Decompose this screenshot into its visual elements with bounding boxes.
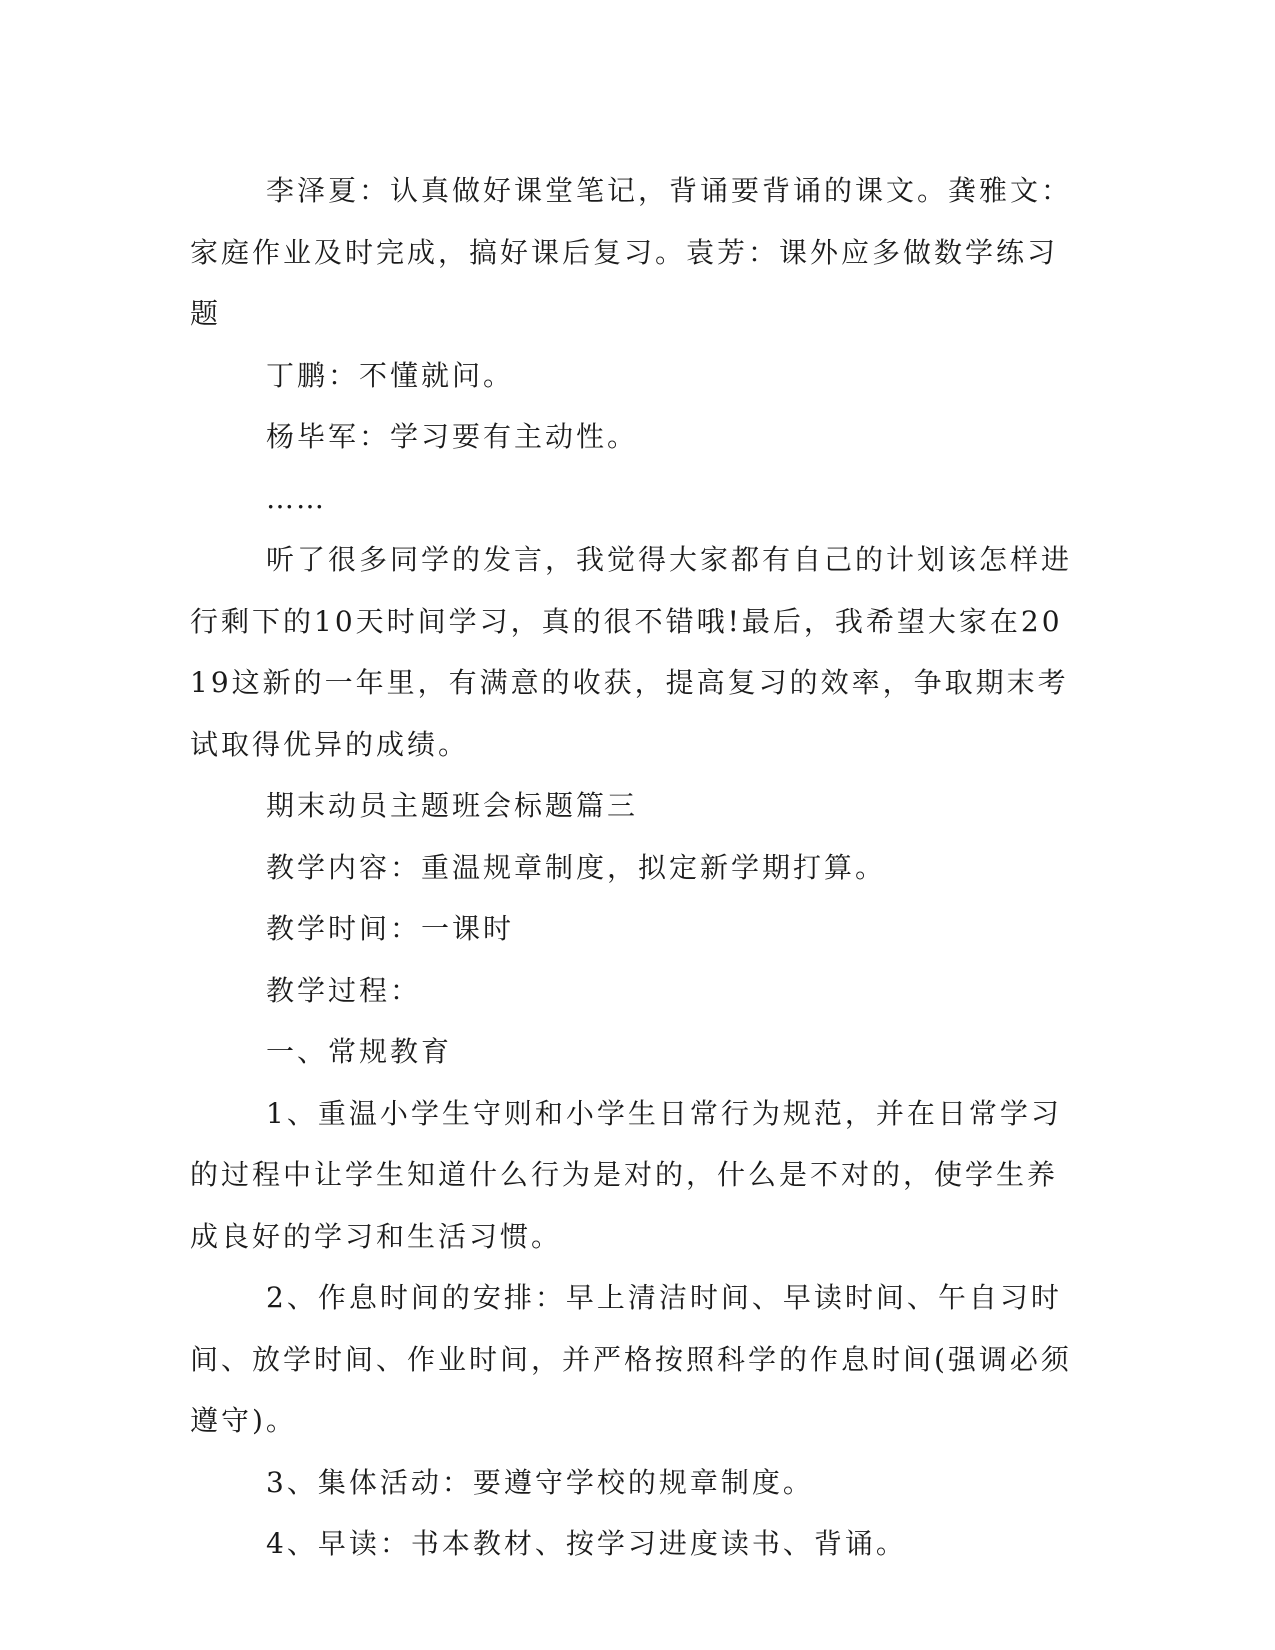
paragraph-teaching-time: 教学时间：一课时 (266, 912, 515, 945)
document-body (190, 160, 1080, 1575)
paragraph-teaching-content: 教学内容：重温规章制度，拟定新学期打算。 (266, 850, 887, 884)
paragraph-student-suggestions: 李泽夏：认真做好课堂笔记，背诵要背诵的课文。龚雅文：家庭作业及时完成，搞好课后复习。袁芳：课外应多做数学练习题 (190, 174, 1073, 330)
heading-routine-education: 一、常规教育 (266, 1035, 453, 1068)
list-item-4: 4、早读：书本教材、按学习进度读书、背诵。 (266, 1527, 907, 1560)
paragraph-yang-bijun: 杨毕军：学习要有主动性。 (266, 420, 639, 453)
paragraph-ellipsis: …… (266, 481, 326, 515)
paragraph-ding-peng: 丁鹏：不懂就问。 (266, 358, 515, 392)
list-item-2: 2、作息时间的安排：早上清洁时间、早读时间、午自习时间、放学时间、作业时间，并严格按照科学的作息时间(强调必须遵守)。 (190, 1281, 1072, 1437)
section-title: 期末动员主题班会标题篇三 (266, 789, 639, 822)
list-item-3: 3、集体活动：要遵守学校的规章制度。 (266, 1465, 814, 1499)
paragraph-teacher-summary: 听了很多同学的发言，我觉得大家都有自己的计划该怎样进行剩下的10天时间学习，真的很不错哦!最后，我希望大家在2019这新的一年里，有满意的收获，提高复习的效率，争取期末考试取得优异的成绩。 (190, 543, 1073, 761)
list-item-1: 1、重温小学生守则和小学生日常行为规范，并在日常学习的过程中让学生知道什么行为是对的，什么是不对的，使学生养成良好的学习和生活习惯。 (190, 1096, 1062, 1253)
paragraph-teaching-process: 教学过程： (266, 973, 422, 1007)
